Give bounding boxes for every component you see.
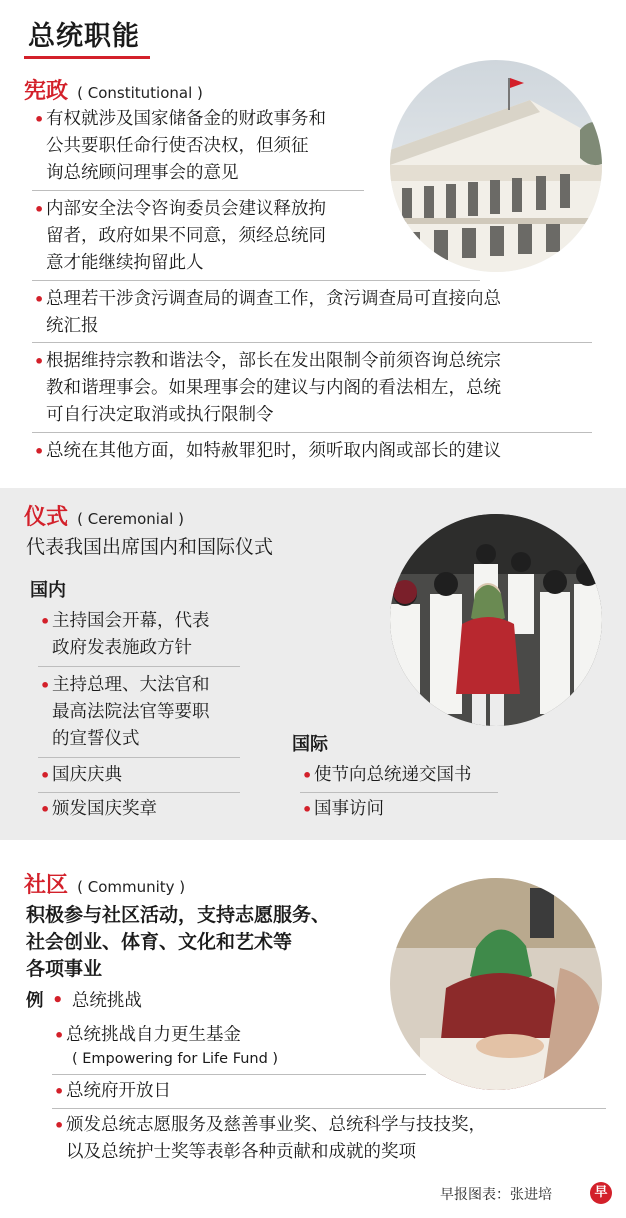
bullet-icon: • — [52, 991, 64, 1011]
divider — [300, 792, 498, 793]
divider — [32, 342, 592, 343]
domestic-item-1: • 主持国会开幕，代表 政府发表施政方针 — [52, 608, 252, 662]
bullet-icon: • — [34, 110, 45, 129]
graphic-credit: 早报图表：张进培 — [440, 1187, 552, 1203]
bullet-icon: • — [40, 612, 51, 631]
bullet-icon: • — [40, 676, 51, 695]
constitutional-title-en: ( Constitutional ) — [77, 84, 203, 102]
bullet-icon: • — [302, 766, 313, 785]
divider — [32, 432, 592, 433]
bullet-icon: • — [40, 800, 51, 819]
divider — [38, 757, 240, 758]
community-heading — [24, 868, 185, 899]
bullet-icon: • — [302, 800, 313, 819]
ceremonial-lead: 代表我国出席国内和国际仪式 — [26, 536, 274, 558]
international-item-2: • 国事访问 — [314, 796, 514, 823]
domestic-item-4: • 颁发国庆奖章 — [52, 796, 252, 823]
example-label: 例 — [26, 991, 44, 1011]
divider — [38, 792, 240, 793]
constitutional-item-5: • 总统在其他方面，如特赦罪犯时，须听取内阁或部长的建议 — [46, 438, 606, 465]
ceremonial-title: 仪式 — [24, 505, 69, 530]
istana-photo — [390, 60, 602, 272]
constitutional-item-1: • 有权就涉及国家储备金的财政事务和 公共要职任命行使否决权，但须征 询总统顾问理事会的意见 — [46, 106, 378, 187]
community-photo — [390, 878, 602, 1090]
community-item-2: • 总统府开放日 — [66, 1078, 406, 1105]
international-label: 国际 — [292, 734, 328, 755]
divider — [52, 1108, 606, 1109]
domestic-item-3: • 国庆庆典 — [52, 762, 252, 789]
constitutional-heading — [24, 74, 203, 105]
bullet-icon: • — [54, 1026, 65, 1045]
bullet-icon: • — [54, 1116, 65, 1135]
ceremonial-title-en: ( Ceremonial ) — [77, 510, 184, 528]
example-first-item: 总统挑战 — [71, 991, 142, 1011]
community-lead: 积极参与社区活动，支持志愿服务、 社会创业、体育、文化和艺术等 各项事业 — [26, 904, 331, 980]
title-underline — [24, 56, 150, 59]
community-example-row — [26, 988, 246, 1015]
constitutional-item-4: • 根据维持宗教和谐法令，部长在发出限制令前须咨询总统宗 教和谐理事会。如果理事会的建议与内阁的看法相左，总统 可自行决定取消或执行限制令 — [46, 348, 606, 429]
bullet-icon: • — [34, 352, 45, 371]
divider — [52, 1074, 426, 1075]
ceremony-photo — [390, 514, 602, 726]
bullet-icon: • — [40, 766, 51, 785]
divider — [38, 666, 240, 667]
domestic-item-2: • 主持总理、大法官和 最高法院法官等要职 的宣誓仪式 — [52, 672, 252, 753]
community-item-3: • 颁发总统志愿服务及慈善事业奖、总统科学与技技奖， 以及总统护士奖等表彰各种贡献和成就的奖项 — [66, 1112, 606, 1166]
bullet-icon: • — [34, 442, 45, 461]
fund-english-name: ( Empowering for Life Fund ) — [72, 1051, 279, 1067]
bullet-icon: • — [34, 200, 45, 219]
constitutional-item-3: • 总理若干涉贪污调查局的调查工作，贪污调查局可直接向总 统汇报 — [46, 286, 606, 340]
divider — [32, 280, 480, 281]
zaobao-logo-icon: 早 — [590, 1182, 612, 1204]
domestic-label: 国内 — [30, 580, 66, 601]
constitutional-item-2: • 内部安全法令咨询委员会建议释放拘 留者，政府如果不同意，须经总统同 意才能继续拘留此人 — [46, 196, 386, 277]
international-item-1: • 使节向总统递交国书 — [314, 762, 514, 789]
community-item-1: • 总统挑战自力更生基金 ( Empowering for Life Fund ) — [66, 1022, 406, 1069]
community-title-en: ( Community ) — [77, 878, 186, 896]
community-title: 社区 — [24, 873, 69, 898]
constitutional-title: 宪政 — [24, 79, 69, 104]
divider — [32, 190, 364, 191]
bullet-icon: • — [54, 1082, 65, 1101]
page-title: 总统职能 — [28, 21, 140, 52]
bullet-icon: • — [34, 290, 45, 309]
ceremonial-heading — [24, 500, 184, 531]
